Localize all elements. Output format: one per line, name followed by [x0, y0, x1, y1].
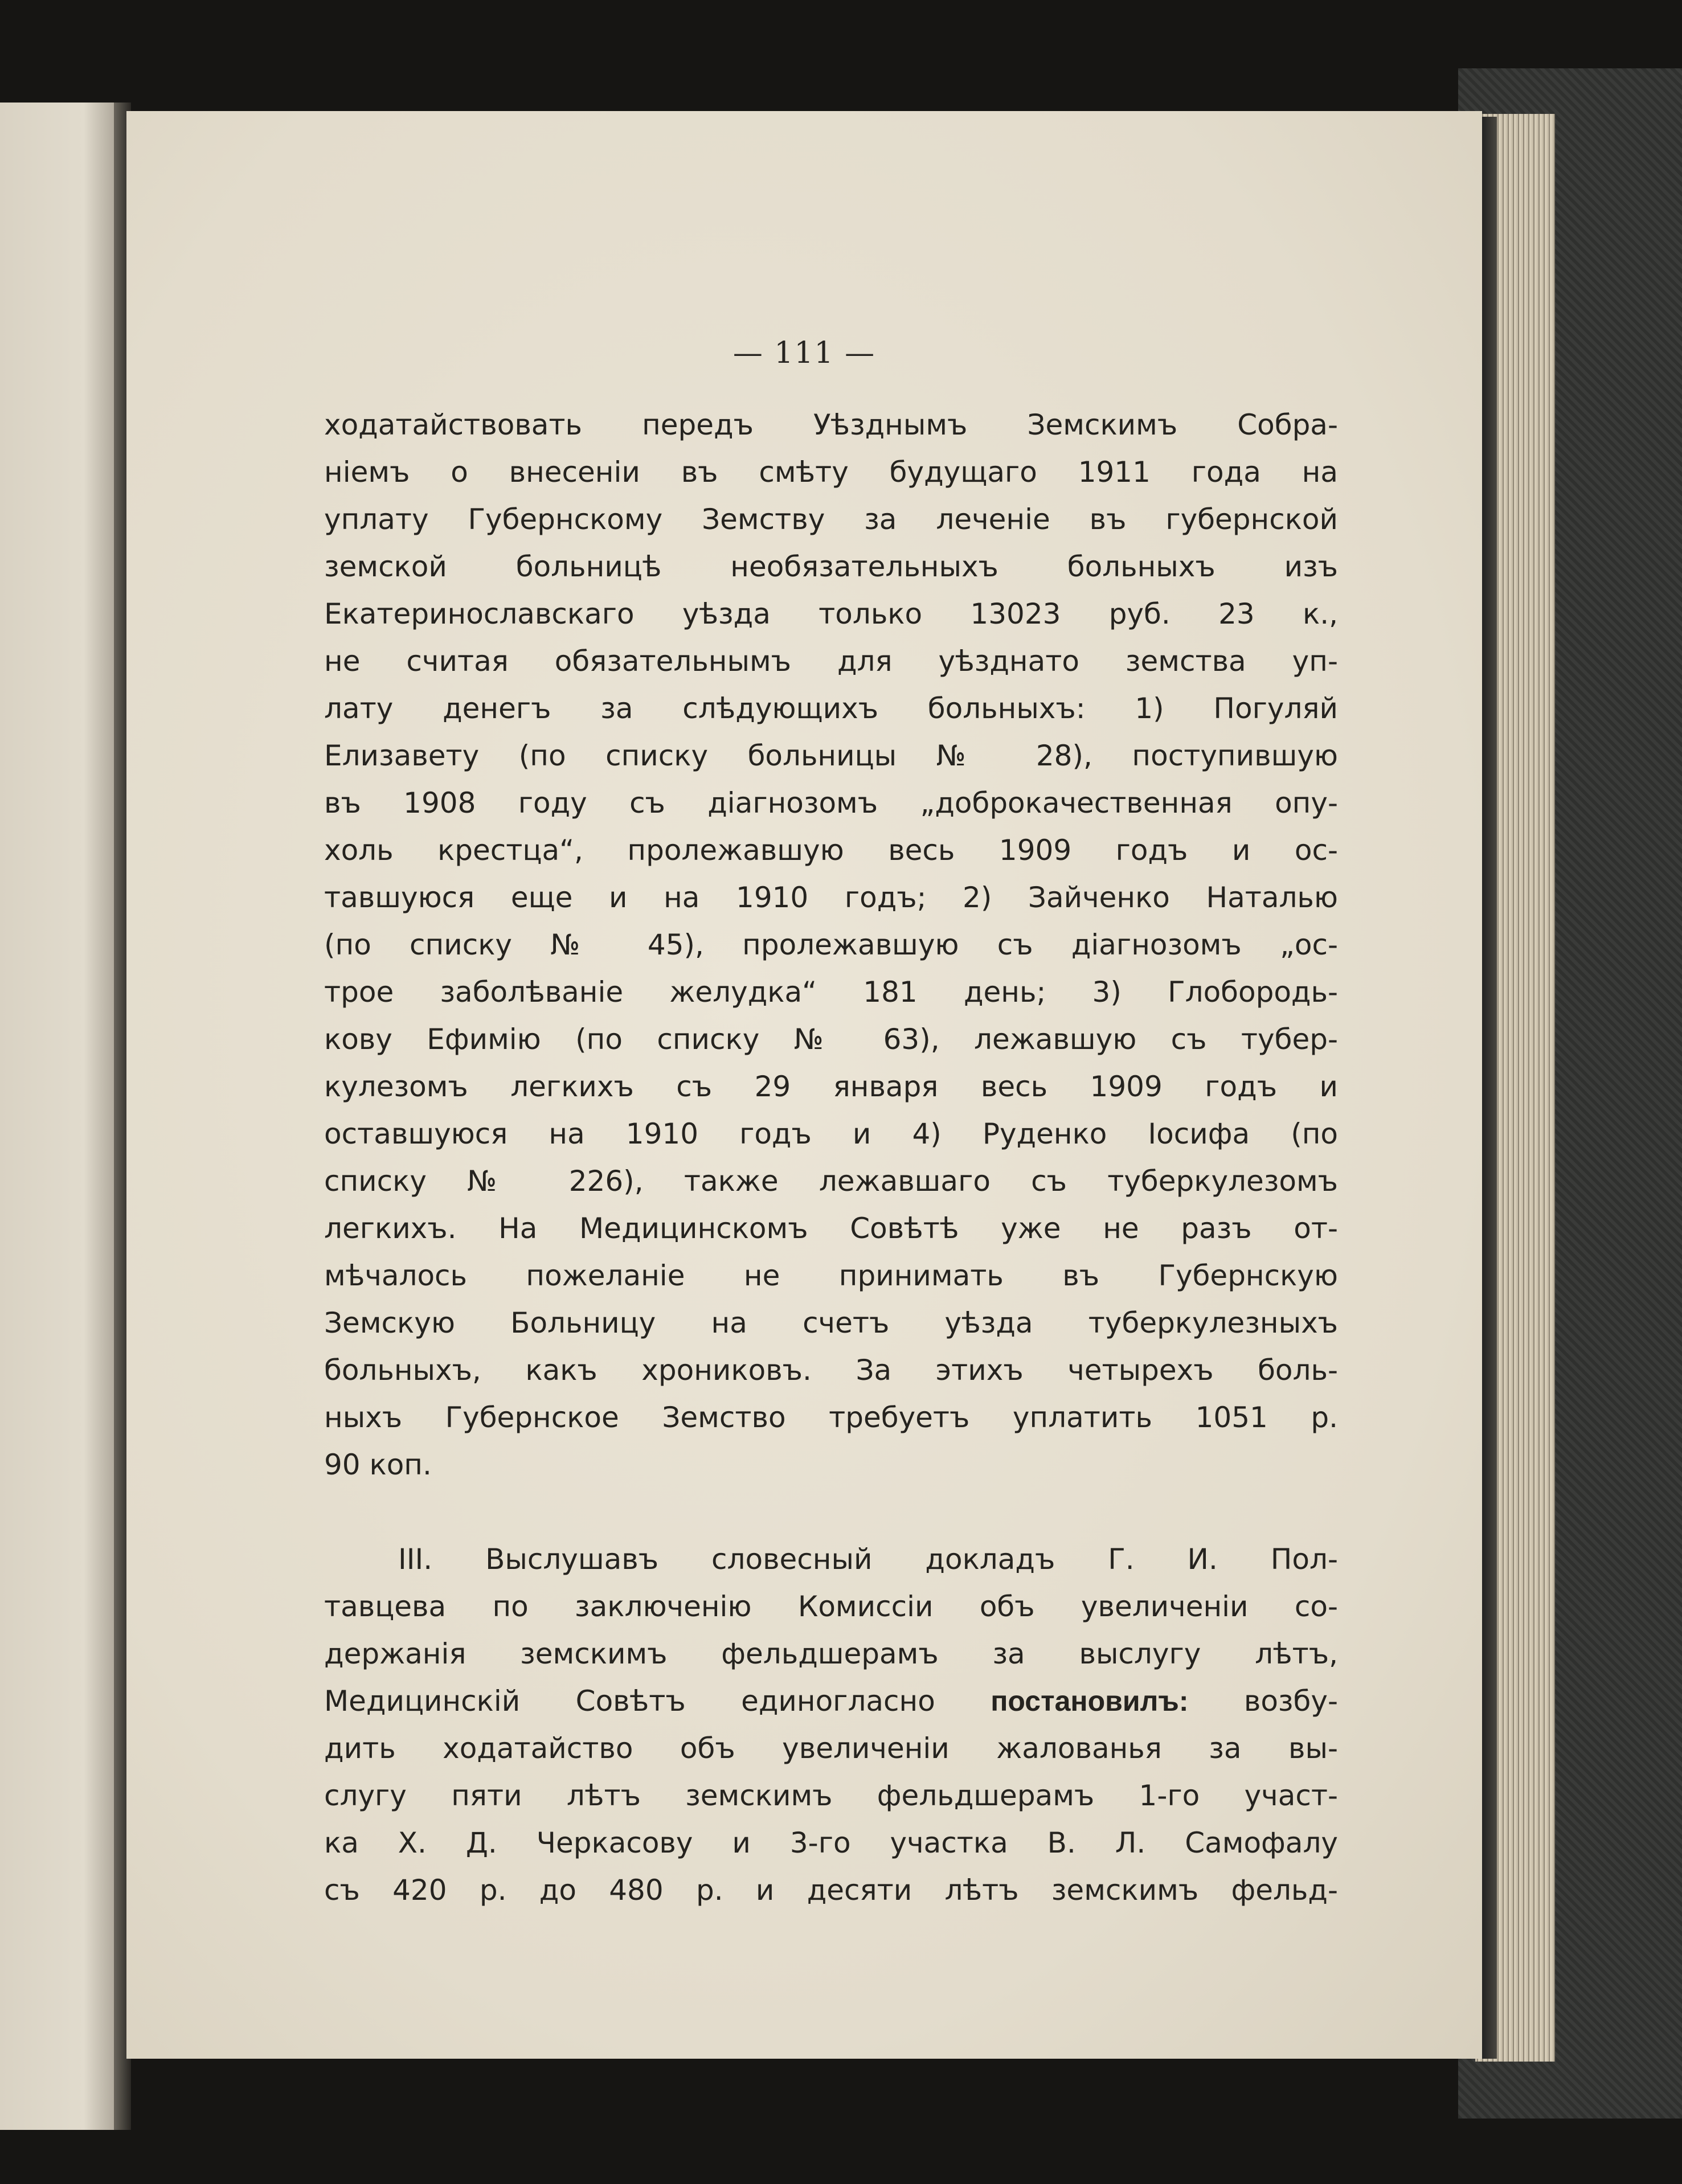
text-line: списку № 226), также лежавшаго съ туберкулезомъ	[324, 1165, 1338, 1198]
text-line: ніемъ о внесеніи въ смѣту будущаго 1911 года на	[324, 456, 1338, 489]
text-line: Екатеринославскаго уѣзда только 13023 руб. 23 к.,	[324, 597, 1338, 630]
text-line: (по списку № 45), пролежавшую съ діагнозомъ „ос-	[324, 928, 1338, 961]
page-text	[324, 401, 1338, 1914]
text-line: дить ходатайство объ увеличеніи жалованья за вы-	[324, 1732, 1338, 1765]
text-segment: возбу-	[1188, 1685, 1338, 1718]
text-line: тавцева по заключенію Комиссіи объ увеличеніи со-	[324, 1590, 1338, 1623]
text-line: уплату Губернскому Земству за леченіе въ губернской	[324, 503, 1338, 536]
paragraph-1	[324, 401, 1338, 1489]
paragraph-gap	[324, 1489, 1338, 1536]
text-line: кову Ефимію (по списку № 63), лежавшую съ тубер-	[324, 1023, 1338, 1056]
text-line: лату денегъ за слѣдующихъ больныхъ: 1) Погуляй	[324, 692, 1338, 725]
text-segment: Медицинскій Совѣтъ единогласно	[324, 1685, 991, 1718]
page-stack-shadow	[1481, 117, 1497, 2059]
text-line: въ 1908 году съ діагнозомъ „доброкачественная опу-	[324, 786, 1338, 819]
text-line: Земскую Больницу на счетъ уѣзда туберкулезныхъ	[324, 1306, 1338, 1339]
left-page-edge	[0, 103, 120, 2130]
text-line: III. Выслушавъ словесный докладъ Г. И. Пол-	[398, 1543, 1338, 1576]
paragraph-2	[324, 1536, 1338, 1914]
page-number: — 111 —	[732, 336, 876, 370]
text-line: ходатайствовать передъ Уѣзднымъ Земскимъ Собра-	[324, 408, 1338, 441]
text-line: легкихъ. На Медицинскомъ Совѣтѣ уже не разъ от-	[324, 1212, 1338, 1245]
text-line: больныхъ, какъ хрониковъ. За этихъ четырехъ боль-	[324, 1354, 1338, 1387]
text-line-with-emphasis	[324, 1678, 1338, 1725]
text-line: мѣчалось пожеланіе не принимать въ Губернскую	[324, 1259, 1338, 1292]
emphasized-word: постановилъ:	[991, 1685, 1189, 1717]
text-line: 90 коп.	[324, 1448, 432, 1481]
text-line: холь крестца“, пролежавшую весь 1909 годъ и ос-	[324, 834, 1338, 867]
text-line: Елизавету (по списку больницы № 28), поступившую	[324, 739, 1338, 772]
text-line: ка Х. Д. Черкасову и 3-го участка В. Л. Самофалу	[324, 1826, 1338, 1859]
text-line: трое заболѣваніе желудка“ 181 день; 3) Глобородь-	[324, 976, 1338, 1009]
text-line: съ 420 р. до 480 р. и десяти лѣтъ земскимъ фельд-	[324, 1874, 1338, 1907]
text-line: тавшуюся еще и на 1910 годъ; 2) Зайченко Наталью	[324, 881, 1338, 914]
text-line: держанія земскимъ фельдшерамъ за выслугу лѣтъ,	[324, 1637, 1338, 1670]
text-line: кулезомъ легкихъ съ 29 января весь 1909 годъ и	[324, 1070, 1338, 1103]
book-page	[126, 111, 1482, 2059]
text-line: оставшуюся на 1910 годъ и 4) Руденко Іосифа (по	[324, 1117, 1338, 1150]
text-line: земской больницѣ необязательныхъ больныхъ изъ	[324, 550, 1338, 583]
text-line: слугу пяти лѣтъ земскимъ фельдшерамъ 1-го участ-	[324, 1779, 1338, 1812]
text-line: не считая обязательнымъ для уѣзднато земства уп-	[324, 645, 1338, 678]
text-line: ныхъ Губернское Земство требуетъ уплатить 1051 р.	[324, 1401, 1338, 1434]
